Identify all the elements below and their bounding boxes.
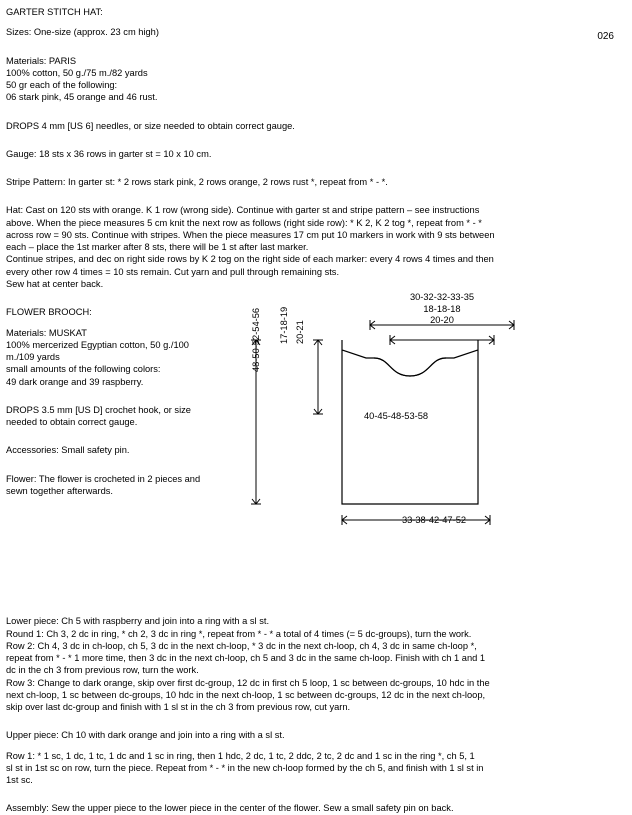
document-title: GARTER STITCH HAT: (6, 7, 103, 17)
flower-hook-line: DROPS 3.5 mm [US D] crochet hook, or size needed to obtain correct gauge. (6, 404, 191, 428)
flower-materials-line: 100% mercerized Egyptian cotton, 50 g./100 m./109 yards (6, 339, 189, 363)
hat-section (6, 6, 624, 290)
page-number: 026 (597, 31, 614, 42)
lower-piece-line: next ch-loop, 1 sc between dc-groups, 10 hdc in the next ch-loop, 1 sc between dc-groups, 12 dc in the next ch-loop, (6, 689, 486, 700)
hat-paragraph-line: each – place the 1st marker after 8 sts, there will be 1 st after last marker. (6, 242, 309, 253)
lower-piece-line: Row 3: Change to dark orange, skip over first dc-group, 12 dc in first ch 5 loop, 1 sc between dc-groups, 10 hdc in the (6, 677, 490, 688)
flower-note-line: Flower: The flower is crocheted in 2 pieces and sewn together afterwards. (6, 473, 201, 496)
garment-schematic (214, 292, 614, 527)
measure-top-line-3: 20-20 (430, 315, 454, 326)
assembly-line: Assembly: Sew the upper piece to the lower piece in the center of the flower. Sew a small safety pin on back. (6, 803, 454, 814)
sizes-line: Sizes: One-size (approx. 23 cm high) (6, 27, 159, 38)
needles-line: DROPS 4 mm [US 6] needles, or size needed to obtain correct gauge. (6, 120, 295, 131)
hat-paragraph-line: across row = 90 sts. Continue with stripes. When the piece measures 17 cm put 10 markers in work with 9 sts between (6, 229, 495, 240)
lower-piece-line: dc in the ch 3 from previous row, turn the work. (6, 665, 199, 676)
upper-piece-heading: Upper piece: Ch 10 with dark orange and join into a ring with a sl st. (6, 730, 285, 741)
lower-piece-line: Round 1: Ch 3, 2 dc in ring, * ch 2, 3 dc in ring *, repeat from * - * a total of 4 times (= 5 dc-groups), turn the work. (6, 628, 472, 639)
flower-materials-line: small amounts of the following colors: (6, 364, 161, 375)
flower-materials-heading: Materials: MUSKAT (6, 327, 87, 338)
lower-piece-line: skip over last dc-group and finish with 1 sl st in the ch 3 from previous row, cut yarn. (6, 702, 351, 713)
hat-paragraph-line: Sew hat at center back. (6, 278, 104, 289)
crochet-instructions-section (6, 615, 624, 814)
materials-line: 06 stark pink, 45 orange and 46 rust. (6, 92, 158, 103)
hat-paragraph-line: above. When the piece measures 5 cm knit the next row as follows (right side row): * K 2, K 2 tog *, repeat from * - * (6, 217, 482, 228)
measure-left-inner-2: 20-21 (295, 320, 305, 345)
accessories-line: Accessories: Small safety pin. (6, 445, 130, 456)
materials-line: 50 gr each of the following: (6, 80, 118, 91)
stripe-pattern-line: Stripe Pattern: In garter st: * 2 rows stark pink, 2 rows orange, 2 rows rust *, repeat from * - *. (6, 177, 388, 188)
hat-paragraph-line: every other row 4 times = 10 sts remain. Cut yarn and pull through remaining sts. (6, 266, 340, 277)
upper-piece-line: 1st sc. (6, 775, 33, 786)
measure-left-outer: 48-50-52-54-56 (251, 308, 261, 373)
measure-top-line-1: 30-32-32-33-35 (409, 292, 475, 303)
measure-bottom: 33-38-42-47-52 (401, 515, 467, 526)
lower-piece-heading: Lower piece: Ch 5 with raspberry and join into a ring with a sl st. (6, 616, 270, 627)
gauge-line: Gauge: 18 sts x 36 rows in garter st = 10 x 10 cm. (6, 148, 212, 159)
measure-top-line-2: 18-18-18 (423, 303, 461, 314)
hat-paragraph-line: Hat: Cast on 120 sts with orange. K 1 row (wrong side). Continue with garter st and stripe pattern – see instructions (6, 205, 480, 216)
flower-materials-line: 49 dark orange and 39 raspberry. (6, 376, 144, 387)
schematic-top-measurements (362, 292, 522, 327)
lower-piece-line: repeat from * - * 1 more time, then 3 dc in the next ch-loop, ch 5 and 3 dc in the same ch-loop. Finish with ch 1 and 1 (6, 653, 486, 664)
measure-center: 40-45-48-53-58 (364, 411, 429, 422)
lower-piece-line: Row 2: Ch 4, 3 dc in ch-loop, ch 5, 3 dc in the next ch-loop, * 3 dc in the next ch-loop, ch 4, 3 dc in same ch-loop *, (6, 640, 477, 651)
measure-left-inner-1: 17-18-19 (279, 307, 289, 345)
hat-paragraph-line: Continue stripes, and dec on right side rows by K 2 tog on the right side of each marker: every 4 rows 4 times and then (6, 254, 494, 265)
upper-piece-line: sl st in 1st sc on row, turn the piece. Repeat from * - * in the new ch-loop formed by the ch 5, and finish with 1 sl st in (6, 762, 484, 773)
flower-brooch-title: FLOWER BROOCH: (6, 307, 92, 318)
materials-line: 100% cotton, 50 g./75 m./82 yards (6, 67, 148, 78)
materials-heading: Materials: PARIS (6, 55, 77, 66)
upper-piece-line: Row 1: * 1 sc, 1 dc, 1 tc, 1 dc and 1 sc in ring, then 1 hdc, 2 dc, 1 tc, 2 ddc, 2 tc, 2 dc and 1 sc in the ring *, ch 5, 1 (6, 750, 475, 761)
